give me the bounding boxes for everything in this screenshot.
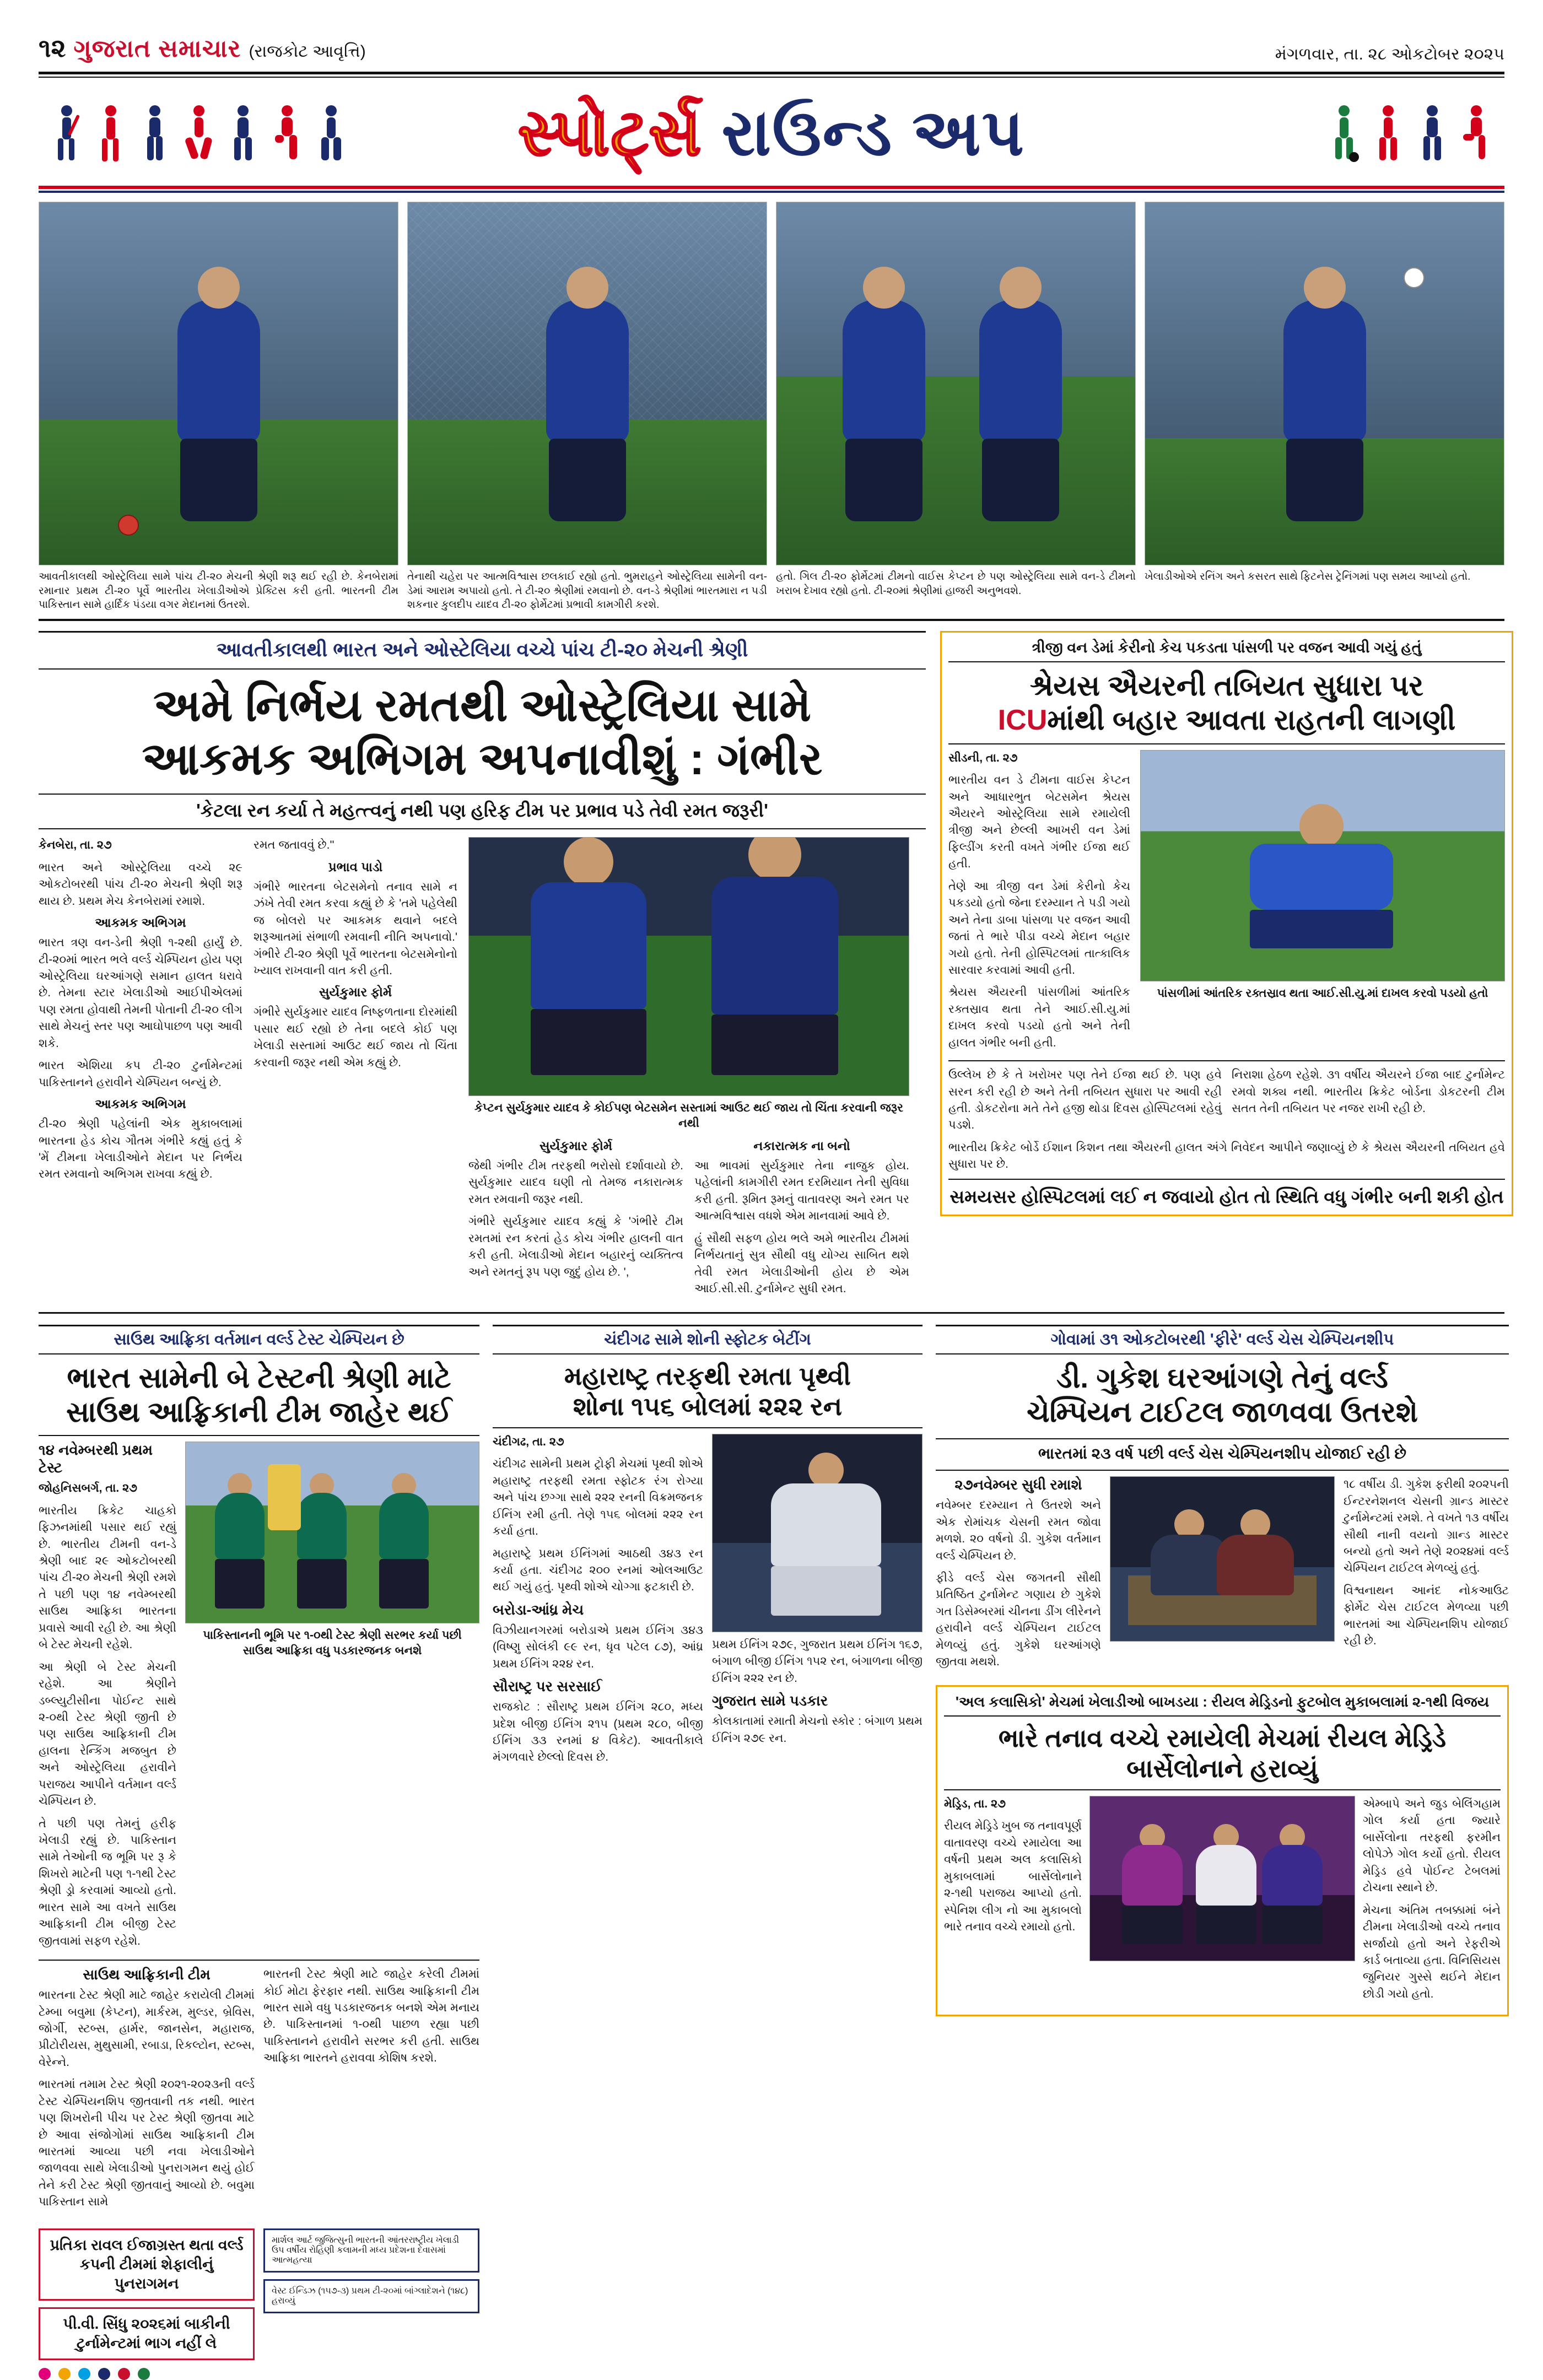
sports-silhouettes-right — [1327, 91, 1493, 176]
sa-text-col — [39, 1442, 176, 1955]
shreyas-headline-rest: માંથી બહાર આવતા રાહતની લાગણી — [1047, 704, 1456, 737]
color-dot — [39, 2368, 51, 2380]
chess-photo-col — [1110, 1476, 1335, 1676]
pruthvi-para: ચંદીગઢ સામેની પ્રથમ ટ્રોફી મેચમાં પૃથ્વી શોએ મહારાષ્ટ્ર તરફથી રમતા સ્ફોટક રંગ રોગ્યા અને પાંચ છગ્ગા સાથે ૨૨૨ રનની વિક્રમજનક ઈનિંગ રમી હતી. તેણે ૧૫૬ બોલમાં ૨૨૨ રન કર્યા હતા. — [493, 1458, 703, 1538]
lead-photo-undertext — [468, 1135, 909, 1303]
sa-body — [39, 1435, 479, 1955]
player-figure — [1283, 267, 1366, 521]
section-banner — [39, 81, 1504, 186]
sa-team-boxes — [39, 1960, 479, 2216]
player-figure — [843, 267, 925, 521]
sprinter-icon — [314, 103, 348, 164]
color-dot — [58, 2368, 71, 2380]
chess-para: ફીડે વર્લ્ડ ચેસ જગતની સૌથી પ્રતિષ્ઠિત ટુર્નામેન્ટ ગણાય છે ગુકેશે ગત ડિસેમ્બરમાં ચીનના ડીંગ લીરેનને હરાવીને વર્લ્ડ ચેમ્પિયન ટાઈટલ મેળવ્યું હતું. ગુકેશે ઘરઆંગણે જીતવા મથશે. — [936, 1572, 1101, 1669]
small-box-row — [39, 2222, 479, 2360]
pruthvi-photo-col — [712, 1434, 922, 1772]
paper-name: ગુજરાત સમાચાર — [73, 35, 241, 62]
small-box-title: પ્રતિકા રાવલ ઈજાગ્રસ્ત થતા વર્લ્ડ કપની ટીમમાં શેફાલીનું પુનરાગમન — [50, 2236, 244, 2292]
footballer-figure — [1262, 1824, 1323, 1944]
banner-title — [518, 95, 1025, 171]
lead-col-1 — [39, 837, 242, 1303]
chess-player-figure — [1217, 1509, 1294, 1595]
boxer-icon — [1415, 103, 1449, 164]
photo-captions — [39, 565, 1504, 612]
lead-para: જેથી ગંભીર ટીમ તરફથી ભરોસો દર્શાવાયો છે. સુર્યકુમાર યાદવ ઘણી તો તેમજ નકારાત્મક રમત રમવાની જરૂર નથી. — [468, 1159, 683, 1206]
photo-caption: ખેલાડીઓએ રનિંગ અને કસરત સાથે ફિટનેસ ટ્રેનિંગમાં પણ સમય આપ્યો હતો. — [1145, 571, 1471, 582]
pruthvi-body — [493, 1427, 922, 1772]
section-divider — [39, 1312, 1504, 1314]
chess-subdeck2: ૨૭નવેમ્બર સુધી રમાશે — [954, 1476, 1082, 1493]
shreyas-photo-caption: પાંસળીમાં આંતરિક રક્તસ્રાવ થતા આઈ.સી.યુ.માં દાખલ કરવો પડયો હતો — [1157, 986, 1488, 1000]
sa-extra-text: ભારતની ટેસ્ટ શ્રેણી માટે જાહેર કરેલી ટીમમાં કોઈ મોટા ફેરફાર નથી. સાઉથ આફ્રિકાની ટીમ ભારત સામે વધુ પડકારજનક બનશે એમ મનાય છે. પાકિસ્તાનમાં ૧-૦થી પાછળ રહ્યા પછી પાકિસ્તાનને હરાવીને સરભર કરી હતી. સાઉથ આફ્રિકા ભારતને હરાવવા કોશિષ કરશે. — [263, 1968, 479, 2065]
pruthvi-para: પ્રથમ ઈનિંગ ૨૭૯, ગુજરાત પ્રથમ ઈનિંગ ૧૬૭, બંગાળ બીજી ઈનિંગ ૧૫૨ રન, બંગાળના બીજી ઈનિંગ ૨૨૨ રન છે. — [712, 1638, 922, 1685]
football-para: મેચના અંતિમ તબક્કામાં બંને ટીમના ખેલાડીઓ વચ્ચે તનાવ સર્જાયો હતો અને રેફરીએ કાર્ડ બતાવ્યા હતા. વિનિસિયસ જુનિયર ગુસ્સે થઈને મેદાન છોડી ગયો હતો. — [1363, 1903, 1501, 2000]
shreyas-box — [940, 631, 1513, 1216]
chess-para: નવેમ્બર દરમ્યાન તે ઉતરશે અને એક રોમાંચક ચેસની રમત જોવા મળશે. ૨૦ વર્ષનો ડી. ગુકેશ વર્તમાન વર્લ્ડ ચેમ્પિયન છે. — [936, 1499, 1101, 1562]
sa-subhead: ૧૪ નવેમ્બરથી પ્રથમ ટેસ્ટ — [39, 1442, 153, 1476]
player-figure — [546, 267, 629, 521]
pruthvi-photo — [712, 1434, 922, 1632]
lead-subhead: આકમક અભિગમ — [95, 915, 186, 930]
lead-para: ભારત અને ઓસ્ટ્રેલિયા વચ્ચે ૨૯ ઓકટોબરથી પાંચ ટી-૨૦ મેચની શ્રેણી શરૂ થાય છે. પ્રથમ મેચ કેનબેરામાં રમાશે. — [39, 861, 242, 908]
footballer-figure — [1196, 1824, 1256, 1944]
cricket-ball — [1404, 267, 1425, 288]
chess-headline — [936, 1354, 1509, 1435]
photo-caption: આવતીકાલથી ઓસ્ટ્રેલિયા સામે પાંચ ટી-૨૦ મેચની શ્રેણી શરૂ થઈ રહી છે. કેનબેરામાં રમાનાર પ્રથમ ટી-૨૦ પૂર્વે ભારતીય ખેલાડીઓએ પ્રેક્ટિસ કરી હતી. ભારતની ટીમ પાકિસ્તાન સામે હાર્દિક પંડયા વગર મેદાનમાં ઉતરશે. — [39, 571, 398, 611]
athlete-icon — [226, 103, 260, 164]
lead-headline-line2: આકમક અભિગમ અપનાવીશું : ગંભીર — [142, 733, 823, 784]
score-text: વિઝીયાનગરમાં બરોડાએ પ્રથમ ઈનિંગ ૩૪૩ (વિષ્ણુ સોલંકી ૯૯ રન, ધૃવ પટેલ ૮૭), આંધ્ર પ્રથમ ઈનિંગ ૨૨૪ રન. — [493, 1623, 703, 1670]
sports-silhouettes-left — [50, 91, 348, 176]
date-line: મંગળવાર, તા. ૨૮ ઓકટોબર ૨૦૨૫ — [1275, 45, 1504, 63]
football-kicker: 'અલ કલાસિકો' મેચમાં ખેલાડીઓ બાખડયા : રીયલ મેડ્રિડનો ફુટબોલ મુકાબલામાં ૨-૧થી વિજય — [944, 1693, 1501, 1717]
score-title: સૌરાષ્ટ્ર પર સરસાઈ — [493, 1678, 602, 1695]
small-box-title: પી.વી. સિંધુ ૨૦૨૬માં બાકીની ટુર્નામેન્ટમાં ભાગ નહીં લે — [63, 2316, 230, 2352]
lead-headline — [39, 670, 926, 791]
pruthvi-text-col — [493, 1434, 703, 1772]
sa-para: તે પછી પણ તેમનું હરીફ ખેલાડી રહ્યું છે. પાકિસ્તાન સામે તેઓની જ ભૂમિ પર રૂ કે શિખરો માટેની પણ ૧-૧થી ટેસ્ટ શ્રેણી ડ્રો કરવામાં આવ્યો હતો. ભારત સામે આ વખતે સાઉથ આફ્રિકાની ટીમ બીજી ટેસ્ટ જીતવામાં સફળ રહેશે. — [39, 1817, 176, 1947]
football-text-col-2 — [1363, 1796, 1501, 2008]
pruthvi-headline — [493, 1354, 922, 1427]
sa-team-box — [39, 1966, 255, 2216]
score-title: ગુજરાત સામે પડકાર — [712, 1692, 828, 1709]
sa-team-box-text: ભારતના ટેસ્ટ શ્રેણી માટે જાહેર કરાયેલી ટીમમાં ટેમ્બા બવુમા (કેપ્ટન), માર્કરમ, મુલ્ડર, બ્રેવિસ, જોર્ગી, સ્ટબ્સ, હાર્મર, જાનસેન, મહારાજ, પ્રીટોરીયસ, મુથુસામી, રબાડા, રિકલ્ટોન, સ્ટબ્સ, વેરેન્ને. — [39, 1989, 255, 2069]
color-dot — [98, 2368, 110, 2380]
shreyas-lower-text — [948, 1060, 1505, 1140]
sa-dateline: જોહનિસબર્ગ, તા. ૨૭ — [39, 1482, 137, 1495]
icu-label: ICU — [997, 704, 1048, 737]
coach-figure — [531, 837, 646, 1075]
photo-team-running — [776, 202, 1136, 565]
small-box-title: માર્શલ આર્ટ જુજિત્સુની ભારતની આંતરરાષ્ટ્રીય ખેલાડી ઉપ વર્ષીય રોહિણી કલામની મધ્ય પ્રદેશના દેવાસમાં આત્મહત્યા — [272, 2235, 460, 2265]
banner-title-part2: રાઉન્ડ અપ — [721, 96, 1026, 169]
masthead-rule — [39, 72, 1504, 74]
lead-para: ગંભીરે સુર્યકુમાર યાદવ નિષ્ફળતાના દોરમાંથી પસાર થઈ રહ્યો છે તેના બદલે કોઈ પણ ખેલાડી સસ્તામાં આઉટ થઈ જાય તો ચિંતા કરવાની જરૂર નથી એમ કહ્યું છે. — [253, 1006, 457, 1069]
player-figure — [177, 267, 260, 521]
lead-headline-line1: અમે નિર્ભય રમતથી ઓસ્ટ્રેલિયા સામે — [153, 680, 811, 731]
small-box-pratika — [39, 2228, 255, 2301]
sa-para: ભારતીય ક્રિકેટ ચાહકો ફિઝનમાંથી પસાર થઈ રહ્યું છે. ભારતીય ટીમની વન-ડે શ્રેણી બાદ ૨૯ ઓકટોબરથી પાંચ ટી-૨૦ મેચની શ્રેણી રમશે તે પછી પણ ૧૪ નવેમ્બરથી સાઉથ આફ્રિકા ભારતના પ્રવાસે આવી રહી છે. આ શ્રેણી બે ટેસ્ટ મેચની રહેશે. — [39, 1504, 176, 1652]
injured-player-figure — [1250, 804, 1393, 948]
lead-photo-and-text — [468, 837, 909, 1303]
color-dot — [138, 2368, 150, 2380]
player-figure — [297, 1473, 347, 1609]
shreyas-body — [948, 743, 1505, 1057]
football-body — [944, 1789, 1501, 2008]
lead-para: ટી-૨૦ શ્રેણી પહેલાંની એક મુકાબલામાં ભારતના હેડ કોચ ગૌતમ ગંભીરે કહ્યું હતું કે 'મેં ટીમના ખેલાડીઓને મેદાન પર નિર્ભય રમત રમવાનો અભિગમ રાખવા કહ્યું છે. — [39, 1118, 242, 1181]
pruthvi-story — [493, 1325, 922, 2361]
score-text: કોલકાતામાં રમાતી મેચનો સ્કોર : બંગાળ પ્રથમ ઈનિંગ ૨૭૯ રન. — [712, 1715, 922, 1745]
shreyas-text-col — [948, 750, 1130, 1057]
main-content — [39, 631, 1504, 1303]
lead-photo-caption: કેપ્ટન સુર્યકુમાર યાદવ કે કોઈપણ બેટસમેન સસ્તામાં આઉટ થઈ જાય તો ચિંતા કરવાની જરૂર નથી — [474, 1102, 903, 1130]
sa-headline-line1: ભારત સામેની બે ટેસ્ટની શ્રેણી માટે — [67, 1362, 451, 1394]
shreyas-headline-line1: શ્રેયસ ઐયરની તબિયત સુધારા પર — [1029, 670, 1424, 702]
trophy-icon — [268, 1464, 301, 1530]
sa-headline-line2: સાઉથ આફ્રિકાની ટીમ જાહેર થઈ — [66, 1396, 452, 1428]
captain-figure — [711, 837, 838, 1075]
shreyas-para: ભારતીય ક્રિકેટ બોર્ડે ઈશાન કિશન તથા ઐયરની હાલત અંગે નિવેદન આપીને જણાવ્યું છે કે શ્રેયસ ઐયરની તબિયત હવે સુધારા પર છે. — [948, 1141, 1505, 1171]
lead-body-grid — [39, 837, 926, 1303]
lead-col-2 — [253, 837, 457, 1303]
lead-dateline: કેનબેરા, તા. ૨૭ — [39, 839, 112, 852]
lead-subdeck: 'કેટલા રન કર્યા તે મહત્ત્વનું નથી પણ હરિફ ટીમ પર પ્રભાવ પડે તેવી રમત જરૂરી' — [39, 794, 926, 829]
shreyas-para: ઉલ્લેખ છે કે તે ખરોખર પણ તેને ઈજા થઈ છે. પણ હવે સરન કરી રહી છે અને તેની તબિયત સુધારા પર આવી રહી હતી. ડોકટરોના મતે તેને હજી થોડા દિવસ હોસ્પિટલમાં રહેવું પડશે. — [948, 1068, 1222, 1132]
player-figure — [979, 267, 1062, 521]
section-divider — [39, 619, 1504, 621]
pruthvi-headline-line2: શોના ૧૫૬ બોલમાં ૨૨૨ રન — [573, 1391, 843, 1421]
football-photo — [1089, 1796, 1355, 1961]
chess-para: ૧૮ વર્ષીય ડી. ગુકેશ ફરીથી ૨૦૨૫ની ઈન્ટરનેશનલ ચેસની ગ્રાન્ડ માસ્ટર ટુર્નામેન્ટમાં રમશે. તે વખતે ૧૩ વર્ષીય સૌથી નાની વયનો ગ્રાન્ડ માસ્ટર બન્યો હતો અને તેણે ૨૦૨૪માં વર્લ્ડ ચેમ્પિયન ટાઈટલ મેળવ્યું હતું. — [1344, 1478, 1509, 1575]
lead-para: ભારત ત્રણ વન-ડેની શ્રેણી ૧-૨થી હાર્યું છે. ટી-૨૦માં ભારત ભલે વર્લ્ડ ચેમ્પિયન હોય પણ ઓસ્ટ્રેલિયા ઘરઆંગણે સમાન હાલત ધરાવે છે. તેમના સ્ટાર ખેલાડીઓ આઈપીએલમાં પણ રમતા હોવાથી તેમની પોતાની ટી-૨૦ લીગ સાથે મેચનું સ્તર પણ આઘોપાછળ પણ આવી શકે. — [39, 936, 242, 1050]
lead-para: ગંભીરે સુર્યકુમાર યાદવ કહ્યું કે 'ગંભીરે ટીમ રમતમાં રન કરતાં હેડ કોચ ગંભીર હાલની વાત કરી હતી. ખેલાડીઓ મેદાન બહારનું વ્યક્તિત્વ અને રમતનું રૂપ પણ જુદું હોય છે. ', — [468, 1215, 683, 1278]
lead-para: હું સૌથી સફળ હોય ભલે અમે ભારતીય ટીમમાં નિર્ભયતાનું સુત્ર સૌથી વધુ યોગ્ય સાબિત થશે તેવી રમત ખેલાડીઓની હોય છે એમ આઈ.સી.સી. ટુર્નામેન્ટ સુધી રમત. — [694, 1232, 909, 1296]
lead-para: ગંભીરે ભારતના બેટસમેનો તનાવ સામે ન ઝંખે તેવી રમત કરવા કહ્યું છે કે 'તમે પહેલેથી જ બોલરો પર આકમક થવાને બદલે શરૂઆતમાં સંભાળી રમવાની નીતિ અપનાવો.' ગંભીરે ટી-૨૦ શ્રેણી પૂર્વે ભારતના બેટસમેનોનો ખ્યાલ રાખવાની વાત કરી હતી. — [253, 880, 457, 978]
chess-photo — [1110, 1476, 1335, 1642]
pruthvi-kicker: ચંદીગઢ સામે શોની સ્ફોટક બેટીંગ — [493, 1325, 922, 1354]
edition-label: (રાજકોટ આવૃત્તિ) — [249, 42, 366, 61]
color-dot — [118, 2368, 130, 2380]
lead-story — [39, 631, 926, 1303]
sa-story — [39, 1325, 479, 2361]
lead-subhead: સુર્યકુમાર ફોર્મ — [539, 1138, 613, 1153]
tennis-player-icon — [1371, 103, 1405, 164]
shreyas-kicker: ત્રીજી વન ડેમાં કેરીનો કેચ પકડતા પાંસળી પર વજન આવી ગયું હતું — [948, 639, 1505, 662]
football-text-col-1 — [944, 1796, 1082, 2008]
karate-icon — [1459, 103, 1493, 164]
chess-para: વિશ્વનાથન આનંદ નોકઆઉટ ફોર્મેટ ચેસ ટાઈટલ મેળવ્યા પછી ભારતમાં આ ચેમ્પિયનશિપ યોજાઈ રહી છે. — [1344, 1584, 1509, 1648]
sa-photo — [185, 1442, 479, 1623]
pruthvi-dateline: ચંદીગઢ, તા. ૨૭ — [493, 1435, 564, 1448]
player-figure — [379, 1473, 429, 1609]
lead-para: ભારત એશિયા કપ ટી-૨૦ ટુર્નામેન્ટમાં પાકિસ્તાનને હરાવીને ચેમ્પિયન બન્યું છે. — [39, 1059, 242, 1089]
photo-caption: તેનાથી ચહેરા પર આત્મવિશ્વાસ છલકાઈ રહ્યો હતો. ભુમરાહને ઓસ્ટ્રેલિયા સામેની વન-ડેમાં આરામ અપાયો હતો. તે ટી-૨૦ શ્રેણીમાં રમવાનો છે. વન-ડે શ્રેણીમાં ભારતમારા ન પડી શકનાર કુલદીપ યાદવ ટી-૨૦ ફોર્મેટમાં પ્રભાવી કામગીરી કરશે. — [407, 571, 767, 611]
chess-headline-line1: ડી. ગુકેશ ઘરઆંગણે તેનું વર્લ્ડ — [1056, 1362, 1388, 1394]
page-number: ૧૨ — [39, 34, 66, 62]
masthead-left — [39, 33, 366, 64]
chess-subdeck: ભારતમાં ૨૩ વર્ષ પછી વર્લ્ડ ચેસ ચેમ્પિયનશીપ યોજાઈ રહી છે — [936, 1438, 1509, 1471]
footballer-figure — [1122, 1824, 1183, 1944]
sa-extra-box — [263, 1966, 479, 2216]
wicket-keeper-icon — [138, 103, 172, 164]
sa-team-box-text2: ભારતમાં તમામ ટેસ્ટ શ્રેણી ૨૦૨૧-૨૦૨૩ની વર્લ્ડ ટેસ્ટ ચેમ્પિયનશિપ જીતવાની તક નથી. ભારત પણ શિખરોની પીચ પર ટેસ્ટ શ્રેણી જીતવા માટે છે આવા સંજોગોમાં સાઉથ આફ્રિકાની ટીમ ભારતમાં આવ્યા પછી નવા ખેલાડીઓને જાળવવા સાથે ખેલાડીઓ પુનરાગમન થયું હોઈ તેને કરી ટેસ્ટ શ્રેણી જીતવાનું આવ્યો છે. બવુમા પાકિસ્તાન સામે — [39, 2078, 255, 2209]
masthead — [39, 33, 1504, 72]
middle-section — [39, 1325, 1509, 2361]
photo-caption: હતો. ગિલ ટી-૨૦ ફોર્મેટમાં ટીમનો વાઈસ કેપ્ટન છે પણ ઓસ્ટ્રેલિયા સામે વન-ડે ટીમનો ખરાબ દેખાવ રહ્યો હતો. ટી-૨૦માં શ્રેણીમાં હાજરી અનુભવશે. — [776, 571, 1136, 597]
football-story — [936, 1685, 1509, 2017]
shreyas-bottom-line: સમયસર હોસ્પિટલમાં લઈ ન જવાયો હોત તો સ્થિતિ વધુ ગંભીર બની શકી હોત — [948, 1179, 1505, 1208]
sa-kicker: સાઉથ આફ્રિકા વર્તમાન વર્લ્ડ ટેસ્ટ ચેમ્પિયન છે — [39, 1325, 479, 1354]
banner-rule-blue — [39, 191, 1504, 193]
sa-headline — [39, 1354, 479, 1435]
chess-body — [936, 1476, 1509, 1676]
pruthvi-para: મહારાષ્ટ્રે પ્રથમ ઈનિંગમાં આઠથી ૩૪૩ રન કર્યા હતા. ચંદીગઢ ૨૦૦ રનમાં ઓલઆઉટ થઈ ગયું હતું. પૃથ્વી શોએ ચોગ્ગા ફટકારી છે. — [493, 1547, 703, 1594]
football-dateline: મેડ્રિડ, તા. ૨૭ — [944, 1798, 1006, 1811]
football-para: રીયલ મેડ્રિડે ખુબ જ તનાવપૂર્ણ વાતાવરણ વચ્ચે રમાયેલા આ વર્ષની પ્રથમ અલ કલાસિકો મુકાબલામાં બાર્સેલોનાને ૨-૧થી પરાજય આપ્યો હતો. સ્પેનિશ લીગ નો આ મુકાબલો ભારે તનાવ વચ્ચે રમાયો હતો. — [944, 1820, 1082, 1934]
cricket-batter-icon — [50, 103, 84, 164]
chess-story — [936, 1325, 1509, 2361]
score-title: બરોડા-આંધ્ર મેચ — [493, 1601, 584, 1618]
sa-photo-col — [185, 1442, 479, 1955]
shreyas-photo — [1140, 750, 1505, 981]
shreyas-headline — [948, 662, 1505, 743]
small-box-title: વેસ્ટ ઈન્ડિઝ (૧૫૭-૩) પ્રથમ ટી-૨૦માં બાંગ્લાદેશને (૧૪૮) હરાવ્યું — [272, 2286, 468, 2306]
player-figure — [215, 1473, 265, 1609]
chess-text-col-2 — [1344, 1476, 1509, 1676]
lead-subhead: નકારાત્મક ના બનો — [753, 1138, 850, 1153]
small-box-windies — [263, 2279, 479, 2313]
shreyas-photo-col — [1140, 750, 1505, 1057]
footer-color-bars — [39, 2368, 1504, 2380]
score-text: રાજકોટ : સૌરાષ્ટ્ર પ્રથમ ઈનિંગ ૨૮૦, મધ્ય પ્રદેશ બીજી ઈનિંગ ૨૧૫ (પ્રથમ ૨૮૦, બીજી ઈનિંગ ૩૩ રનમાં ૪ વિકેટ). આવતીકાલે મંગળવારે છેલ્લો દિવસ છે. — [493, 1701, 703, 1764]
banner-title-part1: સ્પોર્ટ્સ — [517, 96, 703, 169]
lead-para: રમત જતાવવું છે.'' — [253, 839, 335, 852]
footballer-icon — [1327, 103, 1361, 164]
cricket-bowler-icon — [94, 103, 128, 164]
football-headline: ભારે તનાવ વચ્ચે રમાયેલી મેચમાં રીયલ મેડ્રિડે બાર્સેલોનાને હરાવ્યું — [998, 1723, 1447, 1783]
shreyas-dateline: સીડની, તા. ૨૭ — [948, 751, 1018, 764]
banner-rule-red — [39, 186, 1504, 189]
chess-text-col-1 — [936, 1476, 1101, 1676]
shreyas-para: ભારતીય વન ડે ટીમના વાઈસ કેપ્ટન અને આધારભુત બેટસમેન શ્રેયસ ઐયરને ઓસ્ટ્રેલિયા સામે રમાયેલી ત્રીજી અને છેલ્લી આખરી વન ડેમાં ફિલ્ડીંગ કરતી વખતે ગંભીર ઈજા થઈ હતી. — [948, 774, 1130, 871]
sa-team-box-title: સાઉથ આફ્રિકાની ટીમ — [83, 1966, 211, 1983]
chess-headline-line2: ચેમ્પિયન ટાઈટલ જાળવવા ઉતરશે — [1027, 1396, 1418, 1428]
photo-gill-sitting — [39, 202, 398, 565]
lead-subhead: આકમક અભિગમ — [95, 1097, 186, 1111]
shreyas-para: તેણે આ ત્રીજી વન ડેમાં કેરીનો કેચ પકડયો હતો જેના દરમ્યાન તે પડી ગયો અને તેના ડાબા પાંસળા પર વજન આવી જતાં તે ભારે પીડા વચ્ચે મેદાન બહાર ગયો હતો. તેની હોસ્પિટલમાં તાત્કાલિક સારવાર કરવામાં આવી હતી. — [948, 879, 1130, 976]
hurdler-icon — [270, 103, 304, 164]
photo-bumrah-bowling — [1145, 202, 1504, 565]
masthead-rule-thin — [39, 77, 1504, 78]
shreyas-para: નિરાશા હેઠળ રહેશે. ૩૧ વર્ષીય ઐયરને ઈજા બાદ ટુર્નામેન્ટ રમવો શક્ય નથી. ભારતીય ક્રિકેટ બોર્ડના ડોકટરની ટીમ સતત તેની તબિયત પર નજર રાખી રહી છે. — [1232, 1068, 1505, 1115]
sa-photo-caption: પાકિસ્તાનની ભૂમિ પર ૧-૦થી ટેસ્ટ શ્રેણી સરભર કર્યા પછી સાઉથ આફ્રિકા વધુ પડકારજનક બનશે — [203, 1629, 462, 1657]
sa-para: આ શ્રેણી બે ટેસ્ટ મેચની રહેશે. આ શ્રેણીને ડબ્લ્યુટીસીના પોઈન્ટ સાથે ૨-૦થી ટેસ્ટ શ્રેણી જીતી છે પણ સાઉથ આફ્રિકાની ટીમ હાલના રેન્કિંગ મજબુત છે અને ઓસ્ટ્રેલિયા હરાવીને પરાજય આપીને વર્તમાન વર્લ્ડ ચેમ્પિયન છે. — [39, 1660, 176, 1808]
chess-kicker: ગોવામાં ૩૧ ઓકટોબરથી 'ફીરે' વર્લ્ડ ચેસ ચેમ્પિયનશીપ — [936, 1325, 1509, 1354]
photo-strip — [39, 202, 1504, 565]
pruthvi-headline-line1: મહારાષ્ટ્ર તરફથી રમતા પૃથ્વી — [564, 1361, 851, 1390]
lead-subhead: સુર્યકુમાર ફોર્મ — [319, 985, 392, 1000]
photo-net-practice — [407, 202, 767, 565]
batsman-figure — [771, 1453, 881, 1616]
small-box-jujitsu — [263, 2228, 479, 2273]
lead-para: આ ભાવમાં સુર્યકુમાર તેના નાજુક હોય. પહેલાંની કામગીરી રમત દરમિયાન તેની સુવિધા કરી હતી. રૂમિત રૂમનું વાતાવરણ અને રમત પર આત્મવિશ્વાસ વધશે એમ માનવામાં આવે છે. — [694, 1159, 909, 1223]
lead-kicker: આવતીકાલથી ભારત અને ઓસ્ટેલિયા વચ્ચે પાંચ ટી-૨૦ મેચની શ્રેણી — [39, 631, 926, 670]
color-dot — [78, 2368, 90, 2380]
small-box-sindhu — [39, 2307, 255, 2360]
shreyas-para: શ્રેયસ ઐયરની પાંસળીમાં આંતરિક રક્તસ્રાવ થતા તેને આઈ.સી.યુ.માં દાખલ કરવો પડયો હતો અને તેની હાલત ગંભીર બની હતી. — [948, 986, 1130, 1049]
shreyas-story — [940, 631, 1513, 1303]
lead-photo — [468, 837, 909, 1096]
runner-icon — [182, 103, 216, 164]
shreyas-headline-line2 — [948, 703, 1505, 737]
lead-subhead: પ્રભાવ પાડો — [328, 859, 383, 874]
football-para: એમ્બાપે અને જુડ બેલિંગહામ ગોલ કર્યા હતા જ્યારે બાર્સેલોના તરફથી ફરમીન લોપેઝે ગોલ કર્યો હતો. રીયલ મેડ્રિડ હવે પોઈન્ટ ટેબલમાં ટોચના સ્થાને છે. — [1363, 1798, 1501, 1895]
